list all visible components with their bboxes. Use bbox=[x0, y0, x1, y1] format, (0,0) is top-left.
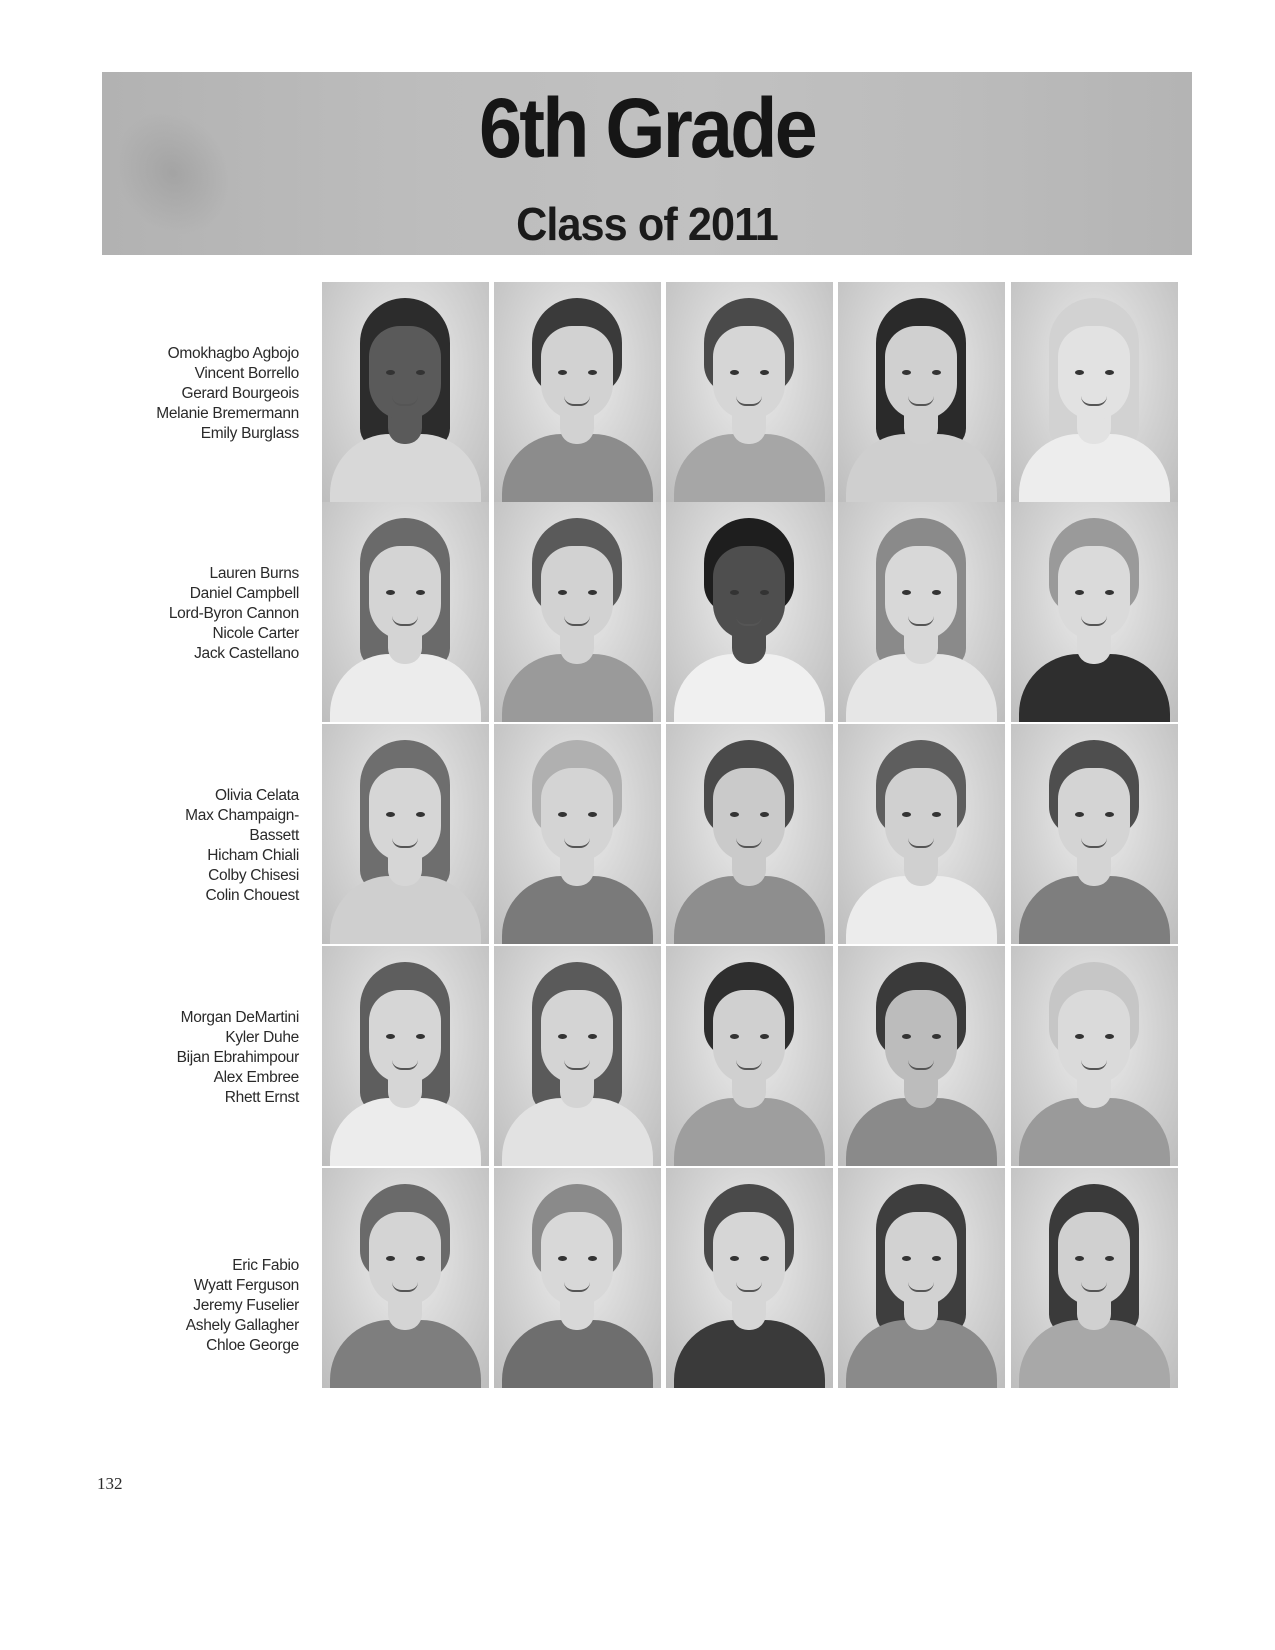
shirt-shape bbox=[1019, 434, 1170, 502]
eye-shape bbox=[1105, 590, 1114, 595]
student-portrait bbox=[494, 282, 661, 502]
student-portrait bbox=[666, 282, 833, 502]
eye-shape bbox=[386, 1256, 395, 1261]
eye-shape bbox=[932, 370, 941, 375]
student-name: Morgan DeMartini bbox=[180, 1009, 299, 1026]
student-name: Chloe George bbox=[206, 1337, 299, 1354]
page-number: 132 bbox=[97, 1474, 123, 1493]
shirt-shape bbox=[502, 1098, 653, 1166]
eye-shape bbox=[386, 590, 395, 595]
student-name: Ashely Gallagher bbox=[185, 1317, 299, 1334]
shirt-shape bbox=[330, 1098, 481, 1166]
student-portrait bbox=[838, 502, 1005, 722]
eye-shape bbox=[416, 812, 425, 817]
student-portrait bbox=[494, 1168, 661, 1388]
eye-shape bbox=[730, 590, 739, 595]
student-name: Olivia Celata bbox=[215, 787, 299, 804]
eye-shape bbox=[416, 1256, 425, 1261]
eye-shape bbox=[760, 1256, 769, 1261]
student-name: Hicham Chiali bbox=[207, 847, 299, 864]
shirt-shape bbox=[1019, 876, 1170, 944]
student-portrait bbox=[1011, 724, 1178, 944]
eye-shape bbox=[902, 1034, 911, 1039]
eye-shape bbox=[558, 590, 567, 595]
student-name: Eric Fabio bbox=[232, 1257, 299, 1274]
eye-shape bbox=[932, 812, 941, 817]
eye-shape bbox=[730, 1034, 739, 1039]
student-portrait bbox=[1011, 282, 1178, 502]
shirt-shape bbox=[330, 434, 481, 502]
shirt-shape bbox=[846, 654, 997, 722]
portrait-row bbox=[0, 724, 1275, 944]
student-portrait bbox=[494, 724, 661, 944]
eye-shape bbox=[902, 590, 911, 595]
student-name: Nicole Carter bbox=[212, 625, 299, 642]
eye-shape bbox=[730, 1256, 739, 1261]
portrait-row bbox=[0, 502, 1275, 722]
shirt-shape bbox=[330, 654, 481, 722]
page-subtitle: Class of 2011 bbox=[516, 198, 778, 250]
student-portrait bbox=[838, 1168, 1005, 1388]
student-name: Lord-Byron Cannon bbox=[168, 605, 299, 622]
student-portrait bbox=[322, 724, 489, 944]
student-portrait bbox=[666, 946, 833, 1166]
shirt-shape bbox=[674, 654, 825, 722]
eye-shape bbox=[588, 1256, 597, 1261]
shirt-shape bbox=[674, 434, 825, 502]
shirt-shape bbox=[502, 1320, 653, 1388]
eye-shape bbox=[1105, 370, 1114, 375]
shirt-shape bbox=[1019, 1320, 1170, 1388]
eye-shape bbox=[558, 370, 567, 375]
eye-shape bbox=[932, 1034, 941, 1039]
eye-shape bbox=[932, 590, 941, 595]
row-name-list bbox=[99, 1008, 299, 1108]
eye-shape bbox=[1105, 1256, 1114, 1261]
eye-shape bbox=[1105, 1034, 1114, 1039]
eye-shape bbox=[1075, 1256, 1084, 1261]
student-portrait bbox=[322, 1168, 489, 1388]
student-portrait bbox=[1011, 946, 1178, 1166]
student-portrait bbox=[666, 502, 833, 722]
student-name: Bijan Ebrahimpour bbox=[176, 1049, 299, 1066]
eye-shape bbox=[1075, 1034, 1084, 1039]
eye-shape bbox=[558, 812, 567, 817]
student-portrait bbox=[1011, 502, 1178, 722]
student-name: Colin Chouest bbox=[205, 887, 299, 904]
student-name: Wyatt Ferguson bbox=[193, 1277, 299, 1294]
student-portrait bbox=[838, 282, 1005, 502]
shirt-shape bbox=[502, 654, 653, 722]
eye-shape bbox=[932, 1256, 941, 1261]
title-banner bbox=[102, 72, 1192, 255]
student-portrait bbox=[494, 502, 661, 722]
shirt-shape bbox=[674, 1098, 825, 1166]
student-name: Kyler Duhe bbox=[225, 1029, 299, 1046]
student-portrait bbox=[322, 946, 489, 1166]
eye-shape bbox=[386, 812, 395, 817]
eye-shape bbox=[588, 590, 597, 595]
student-portrait bbox=[838, 724, 1005, 944]
student-name: Jack Castellano bbox=[194, 645, 299, 662]
eye-shape bbox=[1075, 370, 1084, 375]
student-name: Bassett bbox=[249, 827, 299, 844]
shirt-shape bbox=[1019, 654, 1170, 722]
eye-shape bbox=[760, 370, 769, 375]
shirt-shape bbox=[502, 434, 653, 502]
eye-shape bbox=[416, 590, 425, 595]
student-name: Rhett Ernst bbox=[224, 1089, 299, 1106]
student-name: Daniel Campbell bbox=[189, 585, 299, 602]
portrait-row bbox=[0, 946, 1275, 1166]
eye-shape bbox=[386, 370, 395, 375]
student-portrait bbox=[1011, 1168, 1178, 1388]
shirt-shape bbox=[1019, 1098, 1170, 1166]
student-portrait bbox=[494, 946, 661, 1166]
portrait-row bbox=[0, 1168, 1275, 1388]
eye-shape bbox=[760, 812, 769, 817]
eye-shape bbox=[416, 1034, 425, 1039]
student-name: Colby Chisesi bbox=[208, 867, 299, 884]
eye-shape bbox=[902, 812, 911, 817]
eye-shape bbox=[1105, 812, 1114, 817]
row-name-list bbox=[99, 786, 299, 906]
eye-shape bbox=[730, 370, 739, 375]
student-name: Lauren Burns bbox=[209, 565, 299, 582]
shirt-shape bbox=[846, 1098, 997, 1166]
shirt-shape bbox=[674, 876, 825, 944]
eye-shape bbox=[558, 1034, 567, 1039]
eye-shape bbox=[588, 1034, 597, 1039]
eye-shape bbox=[558, 1256, 567, 1261]
eye-shape bbox=[902, 1256, 911, 1261]
shirt-shape bbox=[502, 876, 653, 944]
shirt-shape bbox=[846, 1320, 997, 1388]
student-name: Emily Burglass bbox=[200, 425, 299, 442]
student-portrait bbox=[322, 502, 489, 722]
student-name: Omokhagbo Agbojo bbox=[167, 345, 299, 362]
student-name: Gerard Bourgeois bbox=[181, 385, 299, 402]
student-portrait bbox=[322, 282, 489, 502]
eye-shape bbox=[588, 370, 597, 375]
shirt-shape bbox=[330, 876, 481, 944]
page-title: 6th Grade bbox=[479, 81, 815, 175]
student-portrait bbox=[838, 946, 1005, 1166]
student-name: Max Champaign- bbox=[185, 807, 299, 824]
eye-shape bbox=[730, 812, 739, 817]
shirt-shape bbox=[846, 434, 997, 502]
eye-shape bbox=[588, 812, 597, 817]
student-name: Alex Embree bbox=[213, 1069, 299, 1086]
student-portrait bbox=[666, 1168, 833, 1388]
eye-shape bbox=[760, 590, 769, 595]
eye-shape bbox=[416, 370, 425, 375]
row-name-list bbox=[99, 1256, 299, 1356]
eye-shape bbox=[760, 1034, 769, 1039]
shirt-shape bbox=[846, 876, 997, 944]
eye-shape bbox=[902, 370, 911, 375]
shirt-shape bbox=[330, 1320, 481, 1388]
eye-shape bbox=[386, 1034, 395, 1039]
eye-shape bbox=[1075, 812, 1084, 817]
eye-shape bbox=[1075, 590, 1084, 595]
row-name-list bbox=[99, 344, 299, 444]
student-name: Jeremy Fuselier bbox=[193, 1297, 299, 1314]
student-portrait bbox=[666, 724, 833, 944]
portrait-row bbox=[0, 282, 1275, 502]
student-name: Melanie Bremermann bbox=[156, 405, 299, 422]
student-name: Vincent Borrello bbox=[194, 365, 299, 382]
shirt-shape bbox=[674, 1320, 825, 1388]
row-name-list bbox=[99, 564, 299, 664]
